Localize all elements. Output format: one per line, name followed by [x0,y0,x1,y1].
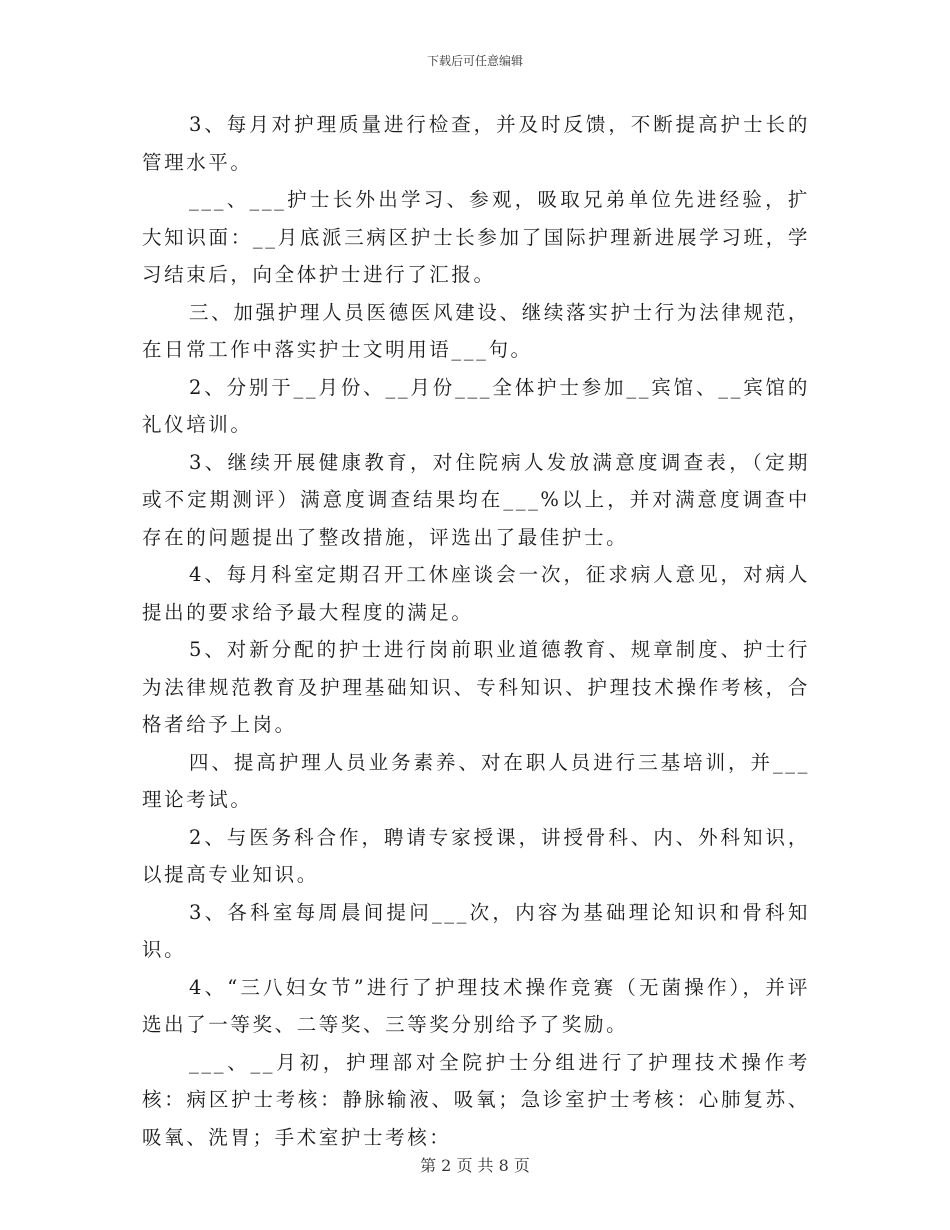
paragraph-12: ___、__月初，护理部对全院护士分组进行了护理技术操作考核：病区护士考核：静脉输液、吸氧；急诊室护士考核：心肺复苏、吸氧、洗胃；手术室护士考核： [142,1050,810,1149]
paragraph-4: 2、分别于__月份、__月份___全体护士参加__宾馆、__宾馆的礼仪培训。 [142,375,810,436]
paragraph-7: 5、对新分配的护士进行岗前职业道德教育、规章制度、护士行为法律规范教育及护理基础知识、专科知识、护理技术操作考核，合格者给予上岗。 [142,638,810,736]
document-body [142,106,810,1156]
paragraph-2: ___、___护士长外出学习、参观，吸取兄弟单位先进经验，扩大知识面：__月底派三病区护士长参加了国际护理新进展学习班，学习结束后，向全体护士进行了汇报。 [142,188,810,286]
paragraph-11: 4、“三八妇女节”进行了护理技术操作竞赛（无菌操作），并评选出了一等奖、二等奖、三等奖分别给予了奖励。 [142,975,810,1036]
paragraph-6: 4、每月科室定期召开工休座谈会一次，征求病人意见，对病人提出的要求给予最大程度的满足。 [142,563,810,624]
paragraph-3: 三、加强护理人员医德医风建设、继续落实护士行为法律规范，在日常工作中落实护士文明用语___句。 [142,300,810,361]
page-number-footer: 第 2 页 共 8 页 [420,1156,530,1175]
paragraph-10: 3、各科室每周晨间提问___次，内容为基础理论知识和骨科知识。 [142,900,810,961]
paragraph-8: 四、提高护理人员业务素养、对在职人员进行三基培训，并___理论考试。 [142,750,810,811]
page-header-note: 下载后可任意编辑 [426,54,523,68]
paragraph-9: 2、与医务科合作，聘请专家授课，讲授骨科、内、外科知识，以提高专业知识。 [142,825,810,886]
paragraph-5: 3、继续开展健康教育，对住院病人发放满意度调查表，（定期或不定期测评）满意度调查结果均在___%以上，并对满意度调查中存在的问题提出了整改措施，评选出了最佳护士。 [142,450,810,549]
paragraph-1: 3、每月对护理质量进行检查，并及时反馈，不断提高护士长的管理水平。 [142,113,810,174]
